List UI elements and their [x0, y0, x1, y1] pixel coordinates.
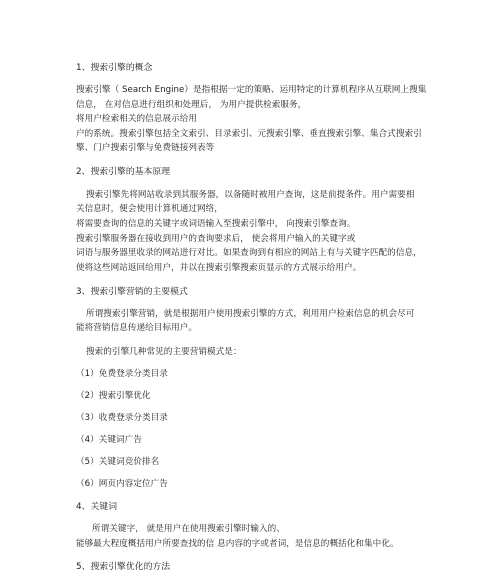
- section-1-line-3: 将用户检索相关的信息展示给用: [76, 114, 198, 124]
- section-2-line-6: 使将这些网站返回给用户，并以在搜索引擎搜索页显示的方式展示给用户。: [76, 263, 362, 273]
- section-1-line-2: 信息， 在对信息进行组织和处理后， 为用户提供检索服务，: [76, 100, 307, 110]
- section-3-item-4: （4）关键词广告: [76, 435, 143, 445]
- section-4-heading: 4、关键词: [76, 502, 118, 512]
- section-4-line-1: 所谓关键字， 就是用户在使用搜索引擎时输入的、: [92, 524, 285, 534]
- section-1-line-1: 搜索引擎（ Search Engine）是指根据一定的策略、运用特定的计算机程序从互联网上搜集: [76, 85, 427, 95]
- section-2-line-3: 将需要查询的信息的关键字或词语输入至搜索引擎中， 向搜索引擎查询。: [76, 219, 356, 229]
- section-2-line-4: 搜索引擎服务器在接收到用户的查询要求后， 使会将用户输入的关键字或: [76, 234, 356, 244]
- section-3-heading: 3、搜索引擎营销的主要模式: [76, 287, 188, 297]
- section-5-heading: 5、搜索引擎优化的方法: [76, 562, 171, 572]
- section-2-line-1: 搜索引擎先将网站收录到其服务器，以备随时被用户查询，这是前提条件。用户需要相: [86, 190, 415, 200]
- section-3-item-6: （6）网页内容定位广告: [76, 479, 168, 489]
- section-3-item-1: （1）免费登录分类目录: [76, 369, 168, 379]
- section-3-line-2: 能将营销信息传递给目标用户。: [76, 323, 198, 333]
- section-3-item-3: （3）收费登录分类目录: [76, 413, 168, 423]
- section-3-item-5: （5）关键词竞价排名: [76, 457, 160, 467]
- section-3-item-2: （2）搜索引擎优化: [76, 391, 151, 401]
- section-3-intro: 搜索的引擎几种常见的主要营销模式是：: [86, 347, 242, 357]
- section-3-line-1: 所谓搜索引擎营销，就是根据用户使用搜索引擎的方式，利用用户检索信息的机会尽可: [86, 309, 415, 319]
- section-1-heading: 1、搜索引擎的概念: [76, 63, 153, 73]
- section-2-line-2: 关信息时，便会使用计算机通过网络，: [76, 204, 223, 214]
- section-1-line-5: 擎、门户搜索引擎与免费链接列表等: [76, 143, 215, 153]
- section-1-line-4: 户的系统。搜索引擎包括全文索引、目录索引、元搜索引擎、垂直搜索引擎、集合式搜索引: [76, 129, 422, 139]
- section-4-line-2: 能够最大程度概括用户所要查找的信 息内容的字或者词，是信息的概括化和集中化。: [76, 539, 399, 549]
- section-2-heading: 2、搜索引擎的基本原理: [76, 167, 171, 177]
- section-2-line-5: 词语与服务器里收录的网站进行对比。如果查询到有相应的网站上有与关键字匹配的信息，: [76, 248, 422, 258]
